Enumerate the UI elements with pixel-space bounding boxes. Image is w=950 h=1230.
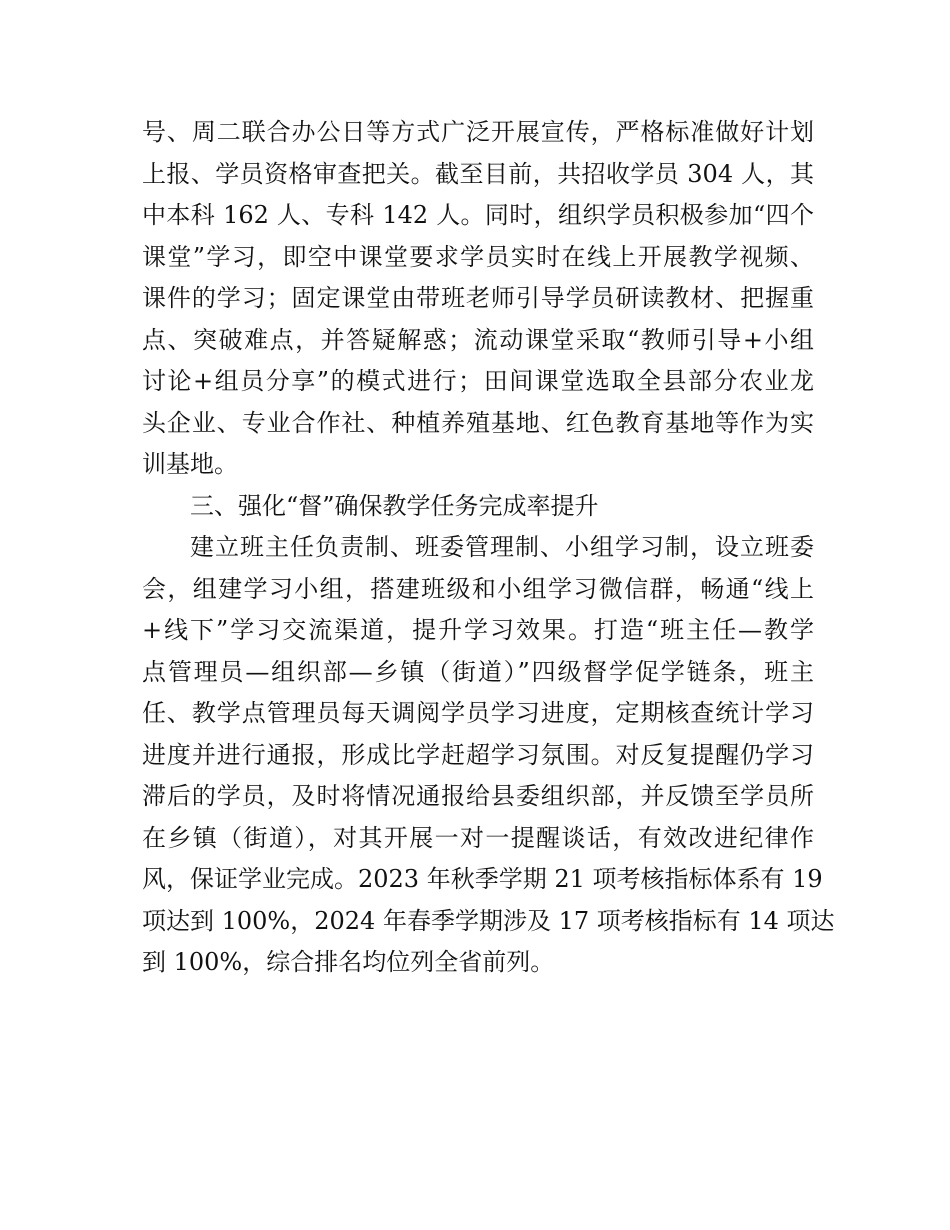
text-line: +线下”学习交流渠道，提升学习效果。打造“班主任—教学 [142,616,814,644]
text-line: 号、周二联合办公日等方式广泛开展宣传，严格标准做好计划 [142,118,814,146]
text-line: 滞后的学员，及时将情况通报给县委组织部，并反馈至学员所 [142,782,814,810]
paragraph-continued [142,112,814,486]
text-line: 讨论+组员分享”的模式进行；田间课堂选取全县部分农业龙 [142,367,814,395]
document-body [142,112,835,984]
text-line: 建立班主任负责制、班委管理制、小组学习制，设立班委 [190,533,814,561]
text-line: 进度并进行通报，形成比学赶超学习氛围。对反复提醒仍学习 [142,740,814,769]
text-line: 任、教学点管理员每天调阅学员学习进度，定期核查统计学习 [142,699,814,727]
text-line: 上报、学员资格审查把关。截至目前，共招收学员 304 人，其 [142,159,814,188]
text-line: 中本科 162 人、专科 142 人。同时，组织学员积极参加“四个 [142,201,814,229]
section-heading: 三、强化“督”确保教学任务完成率提升 [190,491,599,520]
text-line: 课堂”学习，即空中课堂要求学员实时在线上开展教学视频、 [142,242,814,271]
text-line: 课件的学习；固定课堂由带班老师引导学员研读教材、把握重 [142,284,814,312]
text-line: 风，保证学业完成。2023 年秋季学期 21 项考核指标体系有 19 [142,865,823,893]
text-line: 在乡镇（街道），对其开展一对一提醒谈话，有效改进纪律作 [142,823,814,852]
text-line: 点、突破难点，并答疑解惑；流动课堂采取“教师引导+小组 [142,325,814,354]
text-line: 到 100%，综合排名均位列全省前列。 [142,948,555,976]
paragraph [142,527,835,984]
text-line: 头企业、专业合作社、种植养殖基地、红色教育基地等作为实 [142,408,814,437]
text-line: 会，组建学习小组，搭建班级和小组学习微信群，畅通“线上 [142,574,814,603]
text-line: 点管理员—组织部—乡镇（街道）”四级督学促学链条，班主 [142,657,814,686]
text-line: 训基地。 [142,450,238,478]
text-line: 项达到 100%，2024 年春季学期涉及 17 项考核指标有 14 项达 [142,906,835,935]
